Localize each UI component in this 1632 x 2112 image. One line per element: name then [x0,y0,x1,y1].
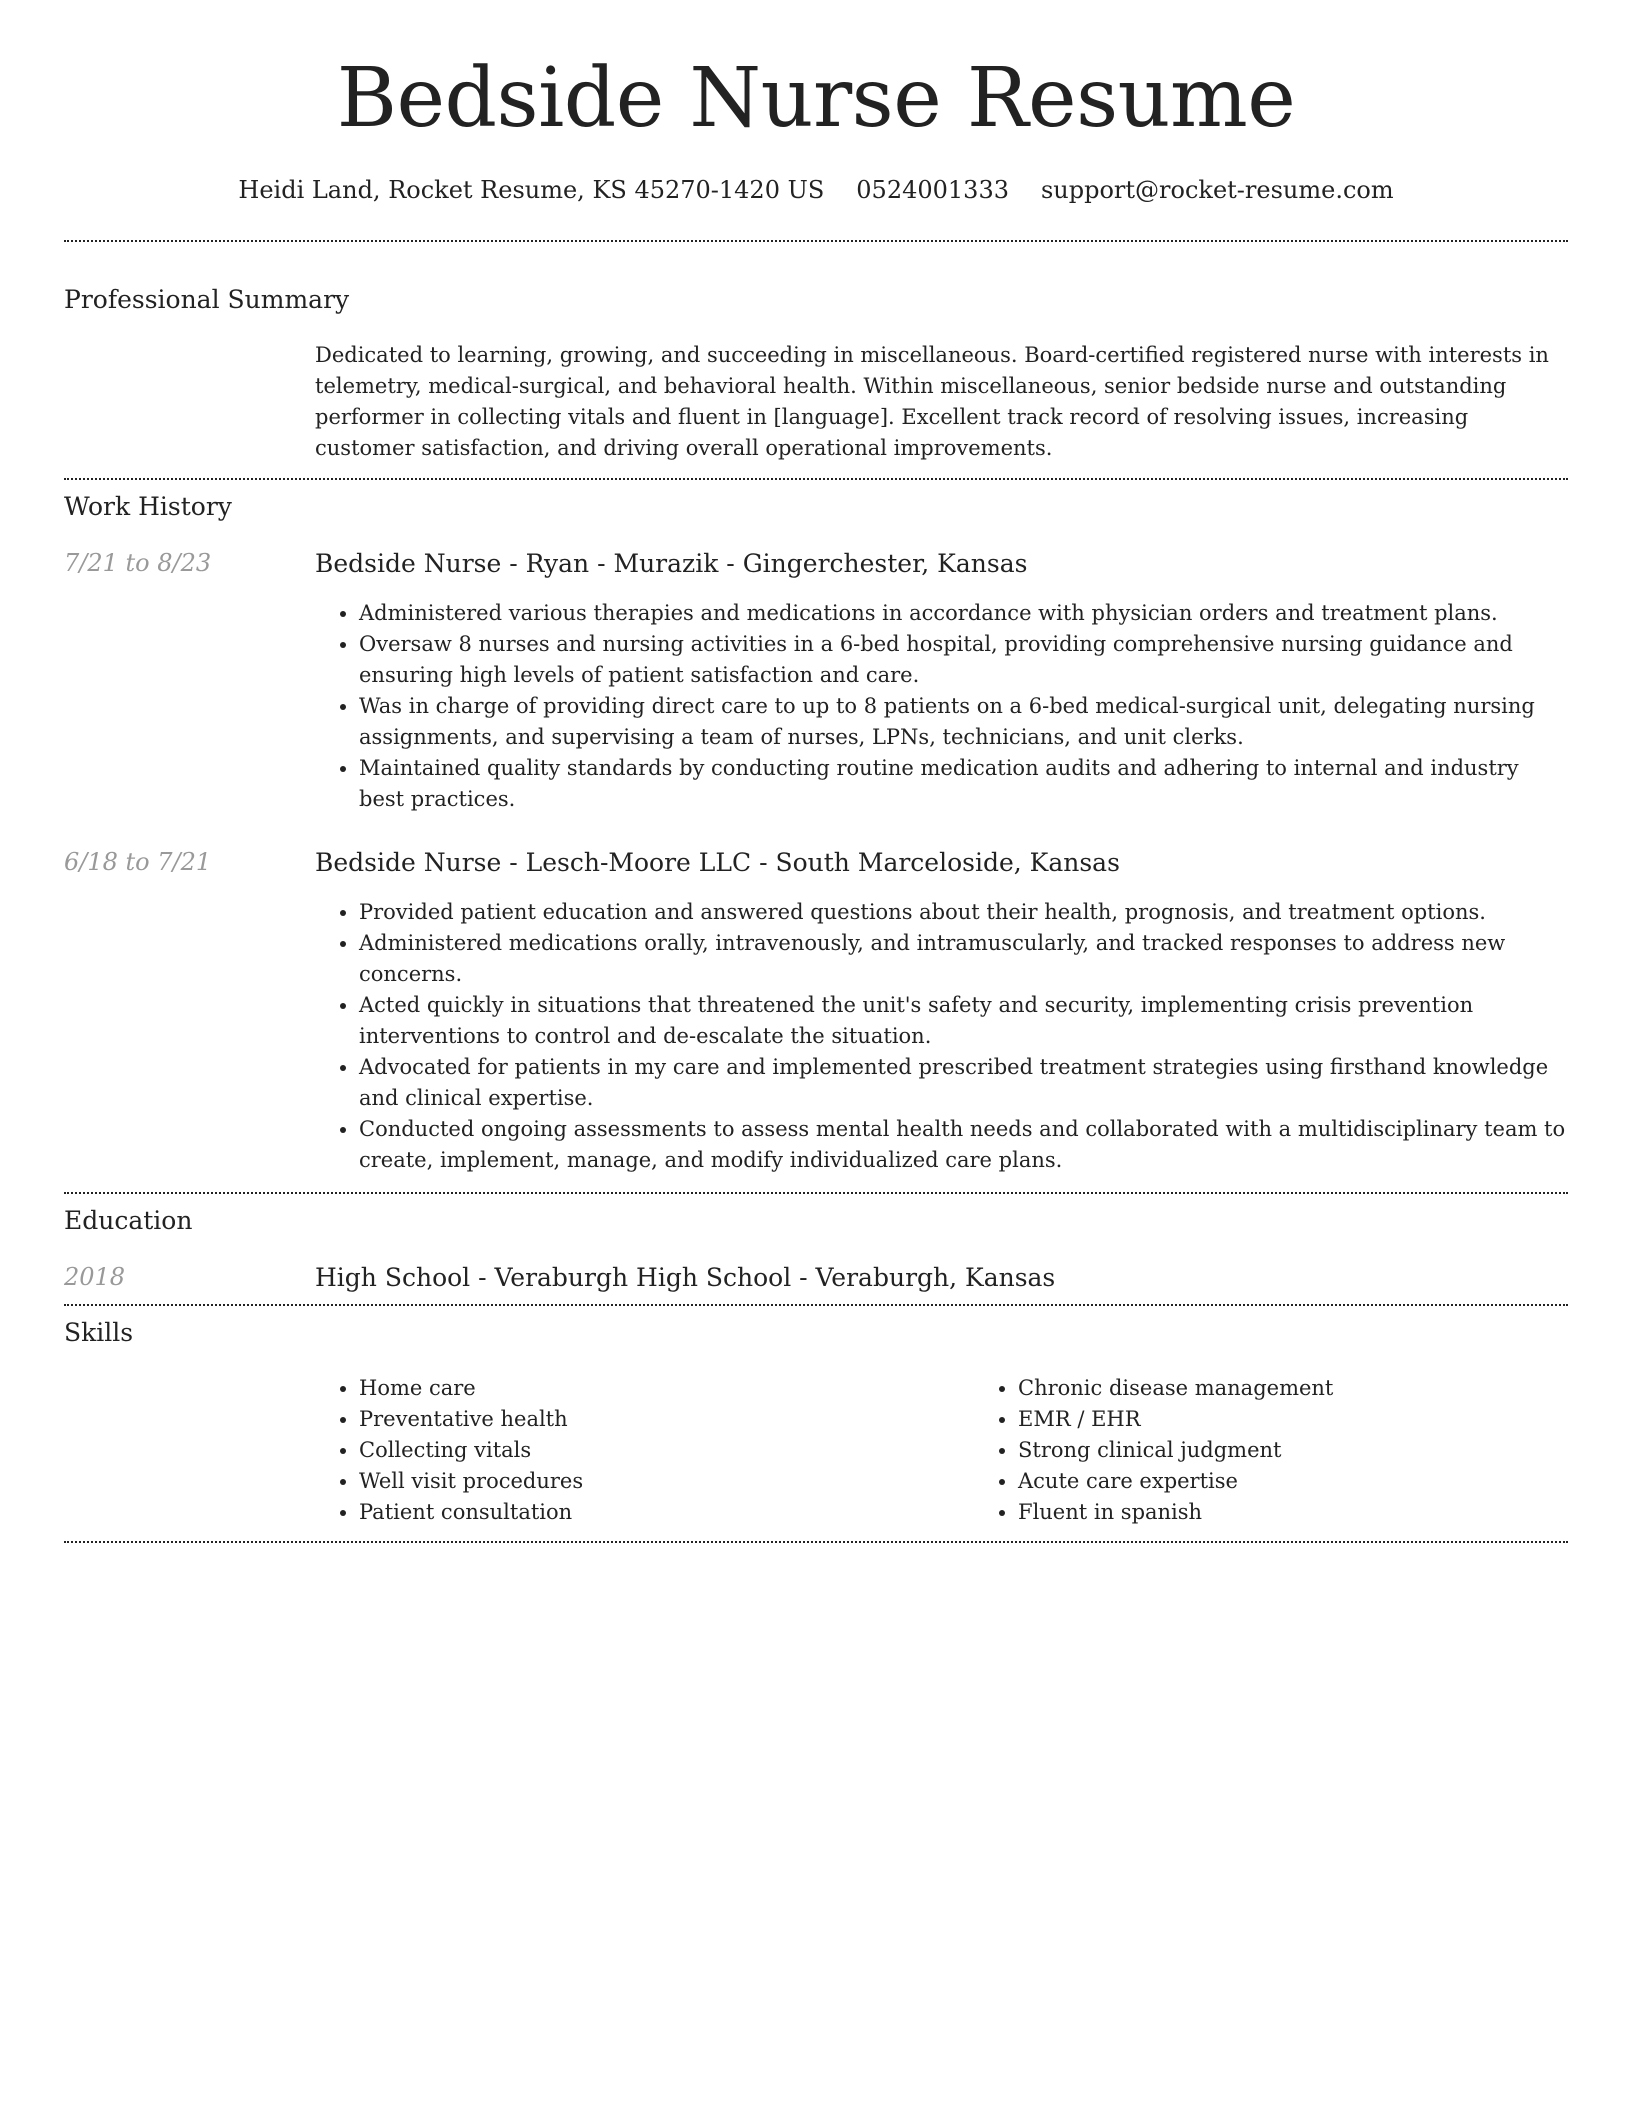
contact-line [64,176,1568,204]
summary-text: Dedicated to learning, growing, and succeeding in miscellaneous. Board-certified registered nurse with interests in telemetry, medical-surgical, and behavioral health. Within miscellaneous, senior bedside nurse and outstanding performer in collecting vitals and fluent in [language]. Excellent track record of resolving issues, increasing customer satisfaction, and driving overall operational improvements. [315,343,1549,460]
skill-item: • Strong clinical judgment [1018,1435,1568,1466]
job-bullet: • Maintained quality standards by conducting routine medication audits and adhering to internal and industry best practices. [359,753,1568,815]
divider [64,478,1568,480]
divider [64,240,1568,242]
education-title: High School - Veraburgh High School - Veraburgh, Kansas [315,1263,1056,1292]
job-entry [64,549,1568,578]
section-title-skills: Skills [64,1318,134,1347]
skill-item: • EMR / EHR [1018,1404,1568,1435]
job-title: Bedside Nurse - Ryan - Murazik - Gingerchester, Kansas [315,549,1028,578]
job-bullets-row [64,897,1568,1192]
contact-email: support@rocket-resume.com [1040,176,1394,204]
skill-item: • Home care [359,1373,974,1404]
section-title-education: Education [64,1206,193,1235]
job-bullet: • Administered medications orally, intravenously, and intramuscularly, and tracked responses to address new concerns. [359,928,1568,990]
skill-item: • Preventative health [359,1404,974,1435]
skills-list [974,1373,1568,1528]
divider [64,1541,1568,1543]
job-dates: 6/18 to 7/21 [64,848,212,876]
skill-item: • Collecting vitals [359,1435,974,1466]
skill-item: • Chronic disease management [1018,1373,1568,1404]
skill-item: • Patient consultation [359,1497,974,1528]
job-bullet: • Oversaw 8 nurses and nursing activities in a 6-bed hospital, providing comprehensive nursing guidance and ensuring high levels of patient satisfaction and care. [359,629,1568,691]
skill-item: • Well visit procedures [359,1466,974,1497]
job-bullet: • Advocated for patients in my care and implemented prescribed treatment strategies using firsthand knowledge and clinical expertise. [359,1052,1568,1114]
job-dates: 7/21 to 8/23 [64,549,212,577]
job-bullet-list [315,897,1568,1176]
summary-row [64,314,1568,478]
resume-title: Bedside Nurse Resume [336,51,1296,146]
skills-columns [315,1373,1568,1541]
education-year: 2018 [64,1263,126,1291]
skills-row [64,1347,1568,1541]
job-bullets-row [64,598,1568,815]
job-bullet: • Conducted ongoing assessments to assess mental health needs and collaborated with a multidisciplinary team to create, implement, manage, and modify individualized care plans. [359,1114,1568,1176]
skill-item: • Fluent in spanish [1018,1497,1568,1528]
divider [64,1192,1568,1194]
job-bullet-list [315,598,1568,815]
contact-phone: 0524001333 [856,176,1009,204]
job-bullet: • Provided patient education and answered questions about their health, prognosis, and treatment options. [359,897,1568,928]
job-entry [64,848,1568,877]
job-title: Bedside Nurse - Lesch-Moore LLC - South Marceloside, Kansas [315,848,1120,877]
skill-item: • Acute care expertise [1018,1466,1568,1497]
skills-list [315,1373,974,1528]
job-bullet: • Acted quickly in situations that threatened the unit's safety and security, implementing crisis prevention interventions to control and de-escalate the situation. [359,990,1568,1052]
divider [64,1304,1568,1306]
job-bullet: • Was in charge of providing direct care to up to 8 patients on a 6-bed medical-surgical unit, delegating nursing assignments, and supervising a team of nurses, LPNs, technicians, and unit clerks. [359,691,1568,753]
section-title-work-history: Work History [64,492,232,521]
section-title-summary: Professional Summary [64,285,350,314]
contact-address: Heidi Land, Rocket Resume, KS 45270-1420 US [238,176,825,204]
education-entry [64,1263,1568,1304]
job-bullet: • Administered various therapies and medications in accordance with physician orders and treatment plans. [359,598,1568,629]
